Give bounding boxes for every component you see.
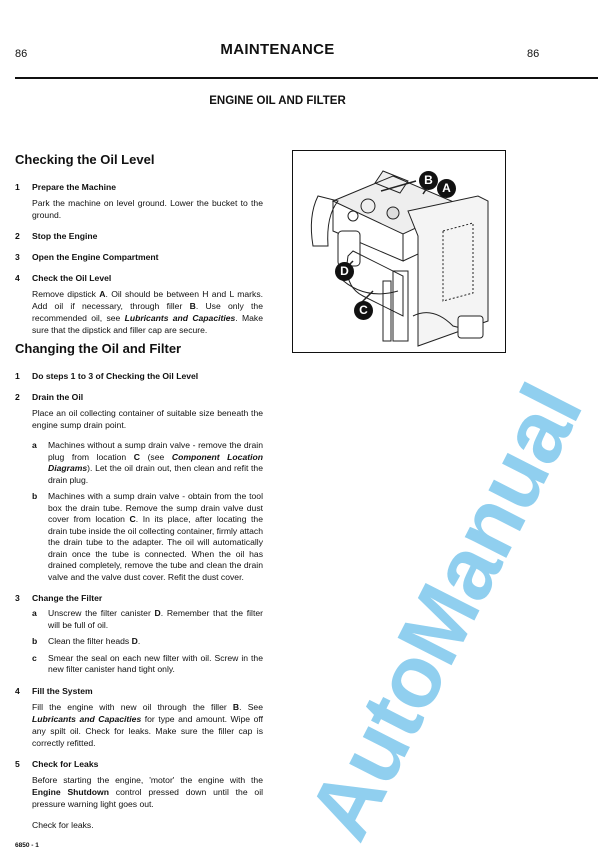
text-run: . Make sure that the dipstick and filler cap are secure. xyxy=(32,313,263,335)
text-run: . Remember that the filter will be full of oil. xyxy=(48,608,263,630)
step-item xyxy=(15,592,263,676)
emphasis-text: Component Location Diagrams xyxy=(48,451,263,473)
step-item xyxy=(15,758,263,831)
callout-c: C xyxy=(354,301,373,320)
step-title-text: Drain the Oil xyxy=(32,392,84,402)
engine-illustration xyxy=(292,150,506,353)
sub-step xyxy=(32,636,263,648)
text-run: control pressed down until the oil pressure warning light goes out. xyxy=(32,786,264,809)
step-number: 4 xyxy=(15,273,20,283)
step-title-text: Change the Filter xyxy=(32,593,103,603)
text-run: for type and amount. Wipe off any spilt oil. Check for leaks. Make sure the filler cap is correctly refitted. xyxy=(32,713,264,748)
step-paragraph xyxy=(32,701,263,749)
callout-a: A xyxy=(437,179,456,198)
instructions-column xyxy=(15,152,263,840)
step-number: 2 xyxy=(15,392,20,402)
step-number: 2 xyxy=(15,231,20,241)
emphasis-text: Lubricants and Capacities xyxy=(32,713,142,724)
sub-step-letter: a xyxy=(32,608,37,618)
sub-step xyxy=(32,491,263,583)
step-title xyxy=(15,251,263,263)
step-title xyxy=(15,272,263,284)
emphasis-text: B xyxy=(189,301,196,311)
step-item xyxy=(15,391,263,583)
step-item xyxy=(15,370,263,382)
emphasis-text: A xyxy=(99,289,106,299)
callout-d: D xyxy=(335,262,354,281)
text-run: Before starting the engine, 'motor' the engine with the xyxy=(32,774,263,785)
footer-code: 6850 - 1 xyxy=(15,842,39,849)
engine-drawing xyxy=(293,151,505,352)
text-run: . Oil should be between H and L marks. Add oil if necessary, through filler xyxy=(32,289,264,311)
emphasis-text: B xyxy=(232,701,240,712)
text-run: Check for leaks. xyxy=(32,819,94,830)
step-title xyxy=(15,370,263,382)
page-number-right: 86 xyxy=(527,48,540,60)
emphasis-text: Engine Shutdown xyxy=(32,786,109,797)
text-run: ). Let the oil drain out, then clean and refit the drain plug. xyxy=(48,463,263,485)
text-run: Remove dipstick xyxy=(32,289,100,299)
text-run: Place an oil collecting container of suitable size beneath the engine sump drain point. xyxy=(32,408,263,430)
text-run: Fill the engine with new oil through the filler xyxy=(32,701,233,712)
step-title-text: Check the Oil Level xyxy=(32,273,112,283)
callout-b: B xyxy=(419,171,438,190)
step-title xyxy=(15,758,263,770)
text-run: (see xyxy=(140,451,172,462)
header-rule xyxy=(15,77,598,79)
sub-step-letter: b xyxy=(32,636,38,646)
text-run: Unscrew the filter canister xyxy=(48,608,155,618)
step-paragraph xyxy=(32,774,263,810)
step-title xyxy=(15,685,263,697)
step-paragraph xyxy=(32,197,263,221)
step-number: 1 xyxy=(15,182,20,192)
step-paragraph xyxy=(32,288,263,336)
step-number: 3 xyxy=(15,252,20,262)
emphasis-text: D xyxy=(154,608,161,618)
page-number-left: 86 xyxy=(15,48,28,60)
section-heading: Checking the Oil Level xyxy=(15,152,155,167)
step-item xyxy=(15,181,263,221)
text-run: Clean the filter heads xyxy=(48,636,132,646)
step-title-text: Do steps 1 to 3 of Checking the Oil Level xyxy=(32,371,199,381)
step-number: 4 xyxy=(15,685,20,696)
step-item xyxy=(15,230,263,242)
sub-steps xyxy=(15,608,263,676)
text-run: Park the machine on level ground. Lower the bucket to the ground. xyxy=(32,198,263,220)
step-paragraph xyxy=(32,819,263,831)
text-run: . In its place, after locating the drain tube inside the oil collecting container, firmly attach the drain tube to the adapter. The oil will automatically drain once the tube is connected. When the oil has drained completely, remove the tube and clean the drain valve and the valve dust cover. Refit the dust cover. xyxy=(48,514,263,582)
step-title-text: Fill the System xyxy=(32,685,93,696)
emphasis-text: C xyxy=(129,514,136,524)
section-heading: Changing the Oil and Filter xyxy=(15,341,182,356)
text-run: . See xyxy=(239,701,263,712)
text-run: Machines with a sump drain valve - obtain from the tool box the drain tube. Remove the sump drain valve dust cover from location xyxy=(48,491,263,524)
step-title-text: Prepare the Machine xyxy=(32,182,117,192)
step-number: 5 xyxy=(15,758,20,769)
step-item xyxy=(15,272,263,336)
watermark: AutoManual xyxy=(288,369,601,855)
emphasis-text: D xyxy=(131,636,138,646)
step-title-text: Open the Engine Compartment xyxy=(32,252,159,262)
step-item xyxy=(15,251,263,263)
step-title xyxy=(15,391,263,403)
step-title-text: Check for Leaks xyxy=(32,758,99,769)
step-paragraph xyxy=(32,407,263,431)
emphasis-text: Lubricants and Capacities xyxy=(124,313,236,323)
text-run: Machines without a sump drain valve - remove the drain plug from location xyxy=(48,440,263,462)
step-number: 3 xyxy=(15,593,20,603)
sub-step-letter: b xyxy=(32,491,38,501)
step-title xyxy=(15,592,263,604)
emphasis-text: C xyxy=(133,451,140,462)
text-run: . Use only the recommended oil, see xyxy=(32,301,263,323)
step-item xyxy=(15,685,263,749)
text-run: Smear the seal on each new filter with oil. Screw in the new filter canister hand tight only. xyxy=(48,652,263,674)
sub-step xyxy=(32,608,263,631)
page-header-title: MAINTENANCE xyxy=(220,41,335,58)
sub-step xyxy=(32,440,263,486)
sub-step-letter: a xyxy=(32,440,37,450)
sub-step-letter: c xyxy=(32,652,37,663)
step-title xyxy=(15,181,263,193)
section-title: ENGINE OIL AND FILTER xyxy=(209,95,346,107)
step-number: 1 xyxy=(15,371,20,381)
step-title-text: Stop the Engine xyxy=(32,231,98,241)
sub-steps xyxy=(15,440,263,583)
sub-step xyxy=(32,653,263,676)
text-run: . xyxy=(137,636,141,646)
step-title xyxy=(15,230,263,242)
